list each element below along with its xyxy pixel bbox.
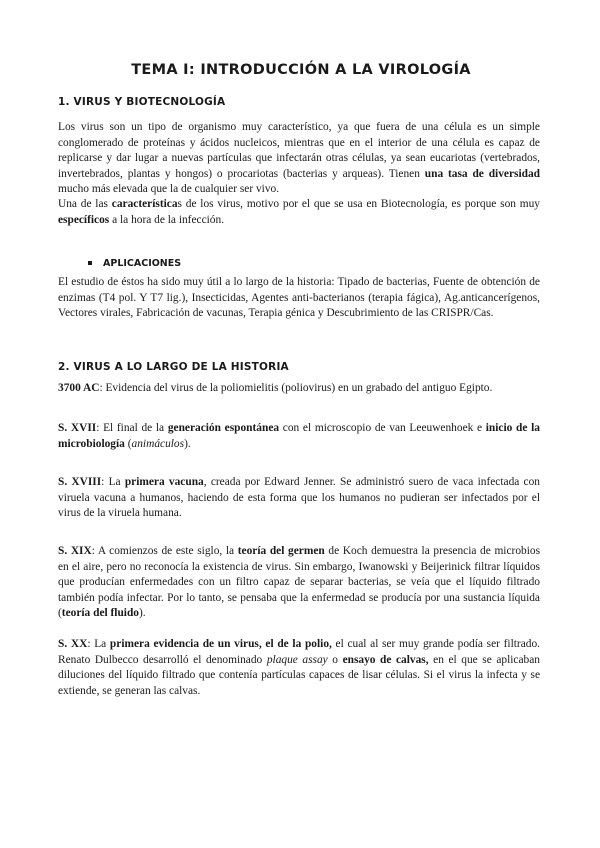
history-entry-s-xx: S. XX: La primera evidencia de un virus, el de la polio, el cual al ser muy grande podía ser filtrado. Renato Dulbecco desarrolló el denominado plaque assay o ensayo de calvas, en el que se aplicaban diluciones del líquido filtrado que contenía partículas capaces de lisar células. Si el virus la infecta y se extiende, se generan las calvas. <box>58 638 541 697</box>
paragraph-virus-intro: Los virus son un tipo de organismo muy característico, ya que fuera de una célula es un simple conglomerado de proteínas y ácidos nucleicos, mientras que en el interior de una célula es capaz de replicarse y dar lugar a nuevas partículas que infectarán otras células, ya sean eucariotas (vertebrados, invertebrados, plantas y hongos) o procariotas (bacterias y arqueas). Tienen una tasa de diversidad mucho más elevada que la de cualquier ser vivo. <box>58 121 540 196</box>
history-entry-s-xix: S. XIX: A comienzos de este siglo, la teoría del germen de Koch demuestra la presencia de microbios en el aire, pero no reconocía la existencia de virus. Sin embargo, Iwanowski y Beijerinick filtrar líquidos que producían enfermedades con un filtro capaz de separar bacterias, se veía que el líquido filtrado también podía infectar. Por lo tanto, se pensaba que la enfermedad se producía por una sustancia líquida (teoría del fluido). <box>58 545 541 620</box>
history-entry-s-xvii: S. XVII: El final de la generación espontánea con el microscopio de van Leeuwenhoek e inicio de la microbiología (animáculos). <box>58 422 540 450</box>
section-heading-historia: 2. VIRUS A LO LARGO DE LA HISTORIA <box>58 361 289 373</box>
history-entry-3700ac: 3700 AC: Evidencia del virus de la poliomielitis (poliovirus) en un grabado del antiguo Egipto. <box>58 382 493 394</box>
bullet-aplicaciones: APLICACIONES <box>88 258 181 269</box>
section-heading-virus-biotecnologia: 1. VIRUS Y BIOTECNOLOGÍA <box>58 96 226 108</box>
paragraph-aplicaciones: El estudio de éstos ha sido muy útil a lo largo de la historia: Tipado de bacterias, Fuente de obtención de enzimas (T4 pol. Y T7 lig.), Insecticidas, Agentes anti-bacterianos (terapia fágica), Ag.anticancerígenos, Vectores virales, Fabricación de vacunas, Terapia génica y Descubrimiento de las CRISPR/Cas. <box>58 276 540 320</box>
paragraph-caracteristicas: Una de las características de los virus, motivo por el que se usa en Biotecnología, es porque son muy específicos a la hora de la infección. <box>58 198 540 226</box>
page-title: TEMA I: INTRODUCCIÓN A LA VIROLOGÍA <box>131 62 471 78</box>
bullet-square-icon <box>88 261 92 265</box>
history-entry-s-xviii: S. XVIII: La primera vacuna, creada por Edward Jenner. Se administró suero de vaca infectada con viruela vacuna a humanos, haciendo de esta forma que los humanos no pudieran ser infectados por el virus de la viruela humana. <box>58 476 541 520</box>
